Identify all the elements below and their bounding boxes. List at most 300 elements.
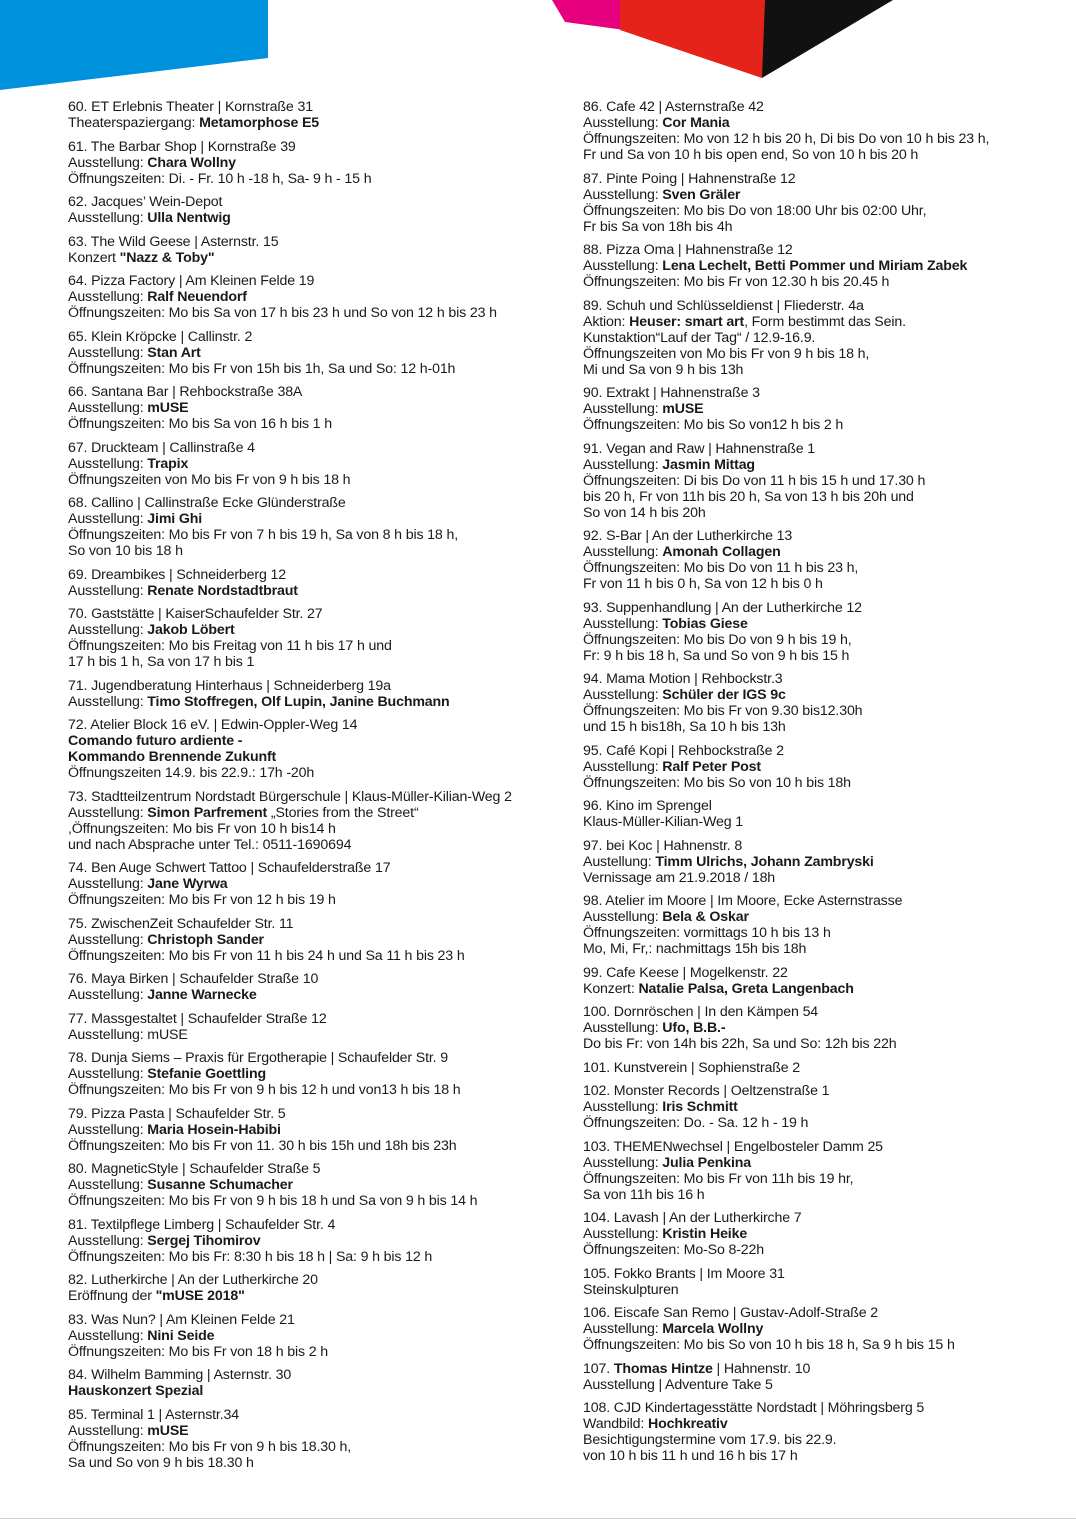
venue-detail-line [583,775,1053,791]
venue-detail-line [583,1416,1053,1432]
entry-text: Öffnungszeiten: Mo bis Do von 9 h bis 19 h, [583,631,852,648]
highlight-text: Ralf Neuendorf [147,289,247,305]
highlight-text: Marcela Wollny [662,1321,764,1337]
entry-text: Öffnungszeiten: Mo bis Fr von 15h bis 1h, Sa und So: 12 h-01h [68,360,456,377]
entry-text: Ausstellung: [583,615,663,632]
pink-shape [552,0,625,30]
venue-detail-line [68,527,538,543]
entry-text: 61. The Barbar Shop | Kornstraße 39 [68,138,296,155]
venue-entry [68,495,538,559]
entry-text: ,Öffnungszeiten: Mo bis Fr von 10 h bis14 h [68,820,336,837]
entry-text: 99. Cafe Keese | Mogelkenstr. 22 [583,964,788,981]
entry-text: Öffnungszeiten von Mo bis Fr von 9 h bis 18 h [68,471,351,488]
venue-title-line [583,1361,1053,1377]
highlight-text: Stan Art [147,344,201,361]
venue-entry [583,171,1053,235]
venue-title-line [583,99,1053,115]
highlight-text: Jane Wyrwa [147,876,228,892]
entry-text: 73. Stadtteilzentrum Nordstadt Bürgerschule | Klaus-Müller-Kilian-Weg 2 [68,788,512,805]
venue-title-line [68,440,538,456]
entry-text: Sa von 11h bis 16 h [583,1186,705,1203]
entry-text: 66. Santana Bar | Rehbockstraße 38A [68,384,303,400]
venue-detail-line [68,948,538,964]
venue-title-line [583,1060,1053,1076]
entry-text: 95. Café Kopi | Rehbockstraße 2 [583,742,784,759]
venue-detail-line [583,274,1053,290]
entry-text: Theaterspaziergang: [68,115,200,131]
highlight-text: Jimi Ghi [147,511,203,527]
venue-entry [583,99,1053,163]
venue-detail-line [583,147,1053,163]
venue-entry [68,567,538,599]
entry-text: 87. Pinte Poing | Hahnenstraße 12 [583,170,796,187]
venue-detail-line [583,1321,1053,1337]
highlight-text: Tobias Giese [662,615,748,632]
highlight-text: Kommando Brennende Zukunft [68,749,277,765]
highlight-text: Sergej Tihomirov [147,1232,261,1249]
blue-shape [0,0,268,90]
venue-detail-line [583,1155,1053,1171]
entry-text: 60. ET Erlebnis Theater | Kornstraße 31 [68,99,313,115]
venue-detail-line [68,1027,538,1043]
venue-title-line [68,678,538,694]
entry-text: 88. Pizza Oma | Hahnenstraße 12 [583,242,793,258]
venue-detail-line [583,330,1053,346]
venue-detail-line [583,258,1053,274]
entry-text: 108. CJD Kindertagesstätte Nordstadt | Möhringsberg 5 [583,1400,925,1416]
entry-text: Konzert [68,249,120,266]
entry-text: , Form bestimmt das Sein. [744,313,906,330]
venue-title-line [583,893,1053,909]
venue-detail-line [68,622,538,638]
highlight-text: Kristin Heike [662,1226,748,1242]
entry-text: 78. Dunja Siems – Praxis für Ergotherapie | Schaufelder Str. 9 [68,1050,449,1066]
highlight-text: Christoph Sander [147,931,264,948]
entry-text: 85. Terminal 1 | Asternstr.34 [68,1406,239,1423]
bottom-divider [0,1518,1076,1519]
venue-title-line [68,1106,538,1122]
entry-text: 76. Maya Birken | Schaufelder Straße 10 [68,971,319,987]
venue-detail-line [68,155,538,171]
entry-text: Steinskulpturen [583,1281,679,1298]
entry-text: Öffnungszeiten von Mo bis Fr von 9 h bis 18 h, [583,345,870,362]
venue-detail-line [583,401,1053,417]
venue-entry [583,798,1053,830]
entry-text: Öffnungszeiten: Mo bis So von 10 h bis 18 h, Sa 9 h bis 15 h [583,1337,955,1353]
venue-entry [68,971,538,1003]
highlight-text: Thomas Hintze [613,1360,713,1377]
entry-text: Öffnungszeiten: Mo bis Fr von 18 h bis 2 h [68,1343,328,1360]
entry-text: Vernissage am 21.9.2018 / 18h [583,869,776,886]
venue-detail-line [68,171,538,187]
venue-entry [68,916,538,964]
venue-title-line [583,528,1053,544]
venue-detail-line [68,1288,538,1304]
entry-text: 74. Ben Auge Schwert Tattoo | Schaufelderstraße 17 [68,860,391,876]
entry-text: Ausstellung: [68,1177,148,1193]
venue-title-line [583,671,1053,687]
venue-detail-line [68,511,538,527]
venue-entry [583,1361,1053,1393]
entry-text: 91. Vegan and Raw | Hahnenstraße 1 [583,440,816,457]
venue-detail-line [583,941,1053,957]
red-shape [620,0,775,78]
entry-text: Öffnungszeiten: Mo bis Fr von 9 h bis 18 h und Sa von 9 h bis 14 h [68,1193,478,1209]
entry-text: Ausstellung: [583,1099,663,1115]
venue-entry [583,1305,1053,1353]
entry-text: Ausstellung: [68,344,148,361]
entry-text: Öffnungszeiten: vormittags 10 h bis 13 h [583,925,831,941]
entry-text: Wandbild: [583,1416,649,1432]
entry-text: Sa und So von 9 h bis 18.30 h [68,1454,254,1471]
venue-title-line [68,495,538,511]
venue-detail-line [583,560,1053,576]
venue-title-line [68,1050,538,1066]
venue-detail-line [68,1439,538,1455]
venue-detail-line [68,749,538,765]
venue-title-line [583,1004,1053,1020]
entry-text: Öffnungszeiten: Do. - Sa. 12 h - 19 h [583,1115,809,1131]
entry-text: Öffnungszeiten: Mo bis Fr von 12 h bis 19 h [68,892,336,908]
entry-text: Fr von 11 h bis 0 h, Sa von 12 h bis 0 h [583,576,823,592]
venue-title-line [68,273,538,289]
entry-text: Öffnungszeiten: Mo bis Freitag von 11 h bis 17 h und [68,638,392,654]
black-shape [762,0,893,78]
entry-text: 70. Gaststätte | KaiserSchaufelder Str. 27 [68,606,323,622]
entry-text: 83. Was Nun? | Am Kleinen Felde 21 [68,1311,295,1328]
entry-text: Ausstellung: [583,1321,663,1337]
entry-text: Ausstellung: [68,511,148,527]
venue-detail-line [583,115,1053,131]
highlight-text: Chara Wollny [147,154,236,171]
entry-text: Ausstellung: [583,1020,663,1036]
venue-title-line [583,298,1053,314]
venue-detail-line [68,1138,538,1154]
entry-text: Öffnungszeiten: Mo bis Fr von 11. 30 h bis 15h und 18h bis 23h [68,1137,457,1154]
highlight-text: Cor Mania [662,115,730,131]
entry-text: 65. Klein Kröpcke | Callinstr. 2 [68,328,253,345]
venue-detail-line [68,345,538,361]
venue-detail-line [68,765,538,781]
entry-text: Öffnungszeiten: Mo bis Fr von 9.30 bis12.30h [583,703,863,719]
venue-title-line [68,234,538,250]
venue-title-line [583,385,1053,401]
venue-title-line [583,1210,1053,1226]
venue-detail-line [583,925,1053,941]
right-column [583,99,1053,1472]
entry-text: Ausstellung: [68,987,148,1003]
entry-text: 84. Wilhelm Bamming | Asternstr. 30 [68,1367,292,1383]
venue-detail-line [68,821,538,837]
entry-text: Öffnungszeiten: Di bis Do von 11 h bis 15 h und 17.30 h [583,472,926,489]
venue-title-line [583,1083,1053,1099]
entry-text: Ausstellung: [68,1232,148,1249]
venue-entry [583,385,1053,433]
venue-detail-line [583,814,1053,830]
venue-title-line [68,1407,538,1423]
venue-entry [583,1210,1053,1258]
highlight-text: Natalie Palsa, Greta Langenbach [638,980,854,997]
venue-detail-line [68,805,538,821]
venue-entry [68,1161,538,1209]
venue-entry [583,600,1053,664]
venue-entry [68,606,538,670]
venue-detail-line [68,932,538,948]
entry-text: 64. Pizza Factory | Am Kleinen Felde 19 [68,273,315,289]
entry-text: 81. Textilpflege Limberg | Schaufelder Str. 4 [68,1216,336,1233]
venue-entry [68,99,538,131]
highlight-text: "Nazz & Toby" [119,249,215,266]
highlight-text: Simon Parfrement [147,804,268,821]
entry-text: 101. Kunstverein | Sophienstraße 2 [583,1059,801,1076]
venue-entry [68,329,538,377]
entry-text: 105. Fokko Brants | Im Moore 31 [583,1265,785,1282]
entry-text: 103. THEMENwechsel | Engelbosteler Damm 25 [583,1138,883,1155]
highlight-text: Maria Hosein-Habibi [147,1121,281,1138]
entry-text: 97. bei Koc | Hahnenstr. 8 [583,837,743,854]
entry-text: Ausstellung: [68,931,148,948]
venue-detail-line [68,876,538,892]
entry-text: Öffnungszeiten: Mo bis Sa von 16 h bis 1 h [68,416,332,432]
entry-text: 104. Lavash | An der Lutherkirche 7 [583,1210,802,1226]
entry-text: Ausstellung: [68,876,148,892]
venue-detail-line [583,1432,1053,1448]
venue-detail-line [68,1233,538,1249]
venue-title-line [68,1367,538,1383]
venue-title-line [583,1266,1053,1282]
venue-entry [583,743,1053,791]
venue-detail-line [68,1122,538,1138]
venue-title-line [583,171,1053,187]
entry-text: Eröffnung der [68,1288,156,1304]
entry-text: von 10 h bis 11 h und 16 h bis 17 h [583,1448,798,1464]
venue-title-line [68,139,538,155]
entry-text: Öffnungszeiten: Mo bis Fr von 11 h bis 24 h und Sa 11 h bis 23 h [68,947,465,964]
venue-detail-line [68,456,538,472]
venue-detail-line [583,632,1053,648]
venue-detail-line [68,1328,538,1344]
entry-text: 106. Eiscafe San Remo | Gustav-Adolf-Straße 2 [583,1305,879,1321]
venue-entry [68,1272,538,1304]
venue-detail-line [583,616,1053,632]
entry-text: Öffnungszeiten: Mo bis Fr von 9 h bis 18.30 h, [68,1438,352,1455]
venue-detail-line [68,543,538,559]
venue-detail-line [583,1242,1053,1258]
venue-title-line [68,1217,538,1233]
venue-detail-line [583,203,1053,219]
venue-detail-line [68,1423,538,1439]
venue-detail-line [583,131,1053,147]
highlight-text: Hauskonzert Spezial [68,1383,204,1399]
venue-title-line [68,194,538,210]
venue-detail-line [68,583,538,599]
highlight-text: Hochkreativ [648,1416,728,1432]
venue-entry [68,678,538,710]
entry-text: 67. Druckteam | Callinstraße 4 [68,439,255,456]
highlight-text: Schüler der IGS 9c [662,687,786,703]
venue-detail-line [583,505,1053,521]
venue-title-line [68,717,538,733]
highlight-text: Timm Ulrichs, Johann Zambryski [655,853,874,870]
venue-title-line [68,384,538,400]
venue-title-line [583,838,1053,854]
header-decoration [0,0,1076,90]
highlight-text: Iris Schmitt [662,1099,738,1115]
entry-text: 68. Callino | Callinstraße Ecke Glünderstraße [68,495,346,511]
highlight-text: mUSE [662,401,704,417]
venue-detail-line [583,417,1053,433]
entry-text: Öffnungszeiten: Mo bis Sa von 17 h bis 23 h und So von 12 h bis 23 h [68,305,497,321]
entry-text: Kunstaktion“Lauf der Tag“ / 12.9-16.9. [583,329,816,346]
entry-text: bis 20 h, Fr von 11h bis 20 h, Sa von 13 h bis 20h und [583,488,914,505]
venue-detail-line [68,1066,538,1082]
venue-detail-line [68,1344,538,1360]
entry-text: Öffnungszeiten: Mo bis Fr von 7 h bis 19 h, Sa von 8 h bis 18 h, [68,527,458,543]
entry-text: 92. S-Bar | An der Lutherkirche 13 [583,528,793,544]
venue-detail-line [68,416,538,432]
highlight-text: Julia Penkina [662,1154,752,1171]
venue-title-line [583,1400,1053,1416]
venue-entry [583,1400,1053,1464]
entry-text: Ausstellung: [68,289,148,305]
highlight-text: Jakob Löbert [147,622,235,638]
venue-title-line [583,1305,1053,1321]
entry-text: 94. Mama Motion | Rehbockstr.3 [583,671,783,687]
entry-text: Öffnungszeiten 14.9. bis 22.9.: 17h -20h [68,765,315,781]
venue-detail-line [68,210,538,226]
entry-text: Öffnungszeiten: Mo bis Fr von 11h bis 19 hr, [583,1170,854,1187]
venue-detail-line [68,400,538,416]
highlight-text: Ralf Peter Post [662,758,761,775]
venue-detail-line [68,1249,538,1265]
venue-entry [583,1004,1053,1052]
highlight-text: Sven Gräler [662,186,741,203]
entry-text: 71. Jugendberatung Hinterhaus | Schneiderberg 19a [68,677,391,694]
entry-text: Fr und Sa von 10 h bis open end, So von 10 h bis 20 h [583,147,919,163]
entry-text: 79. Pizza Pasta | Schaufelder Str. 5 [68,1105,286,1122]
highlight-text: Amonah Collagen [662,544,781,560]
venue-entry [68,384,538,432]
venue-title-line [68,916,538,932]
venue-title-line [583,600,1053,616]
entry-text: Mi und Sa von 9 h bis 13h [583,361,744,378]
venue-detail-line [583,1448,1053,1464]
entry-text: Ausstellung: [68,693,148,710]
venue-detail-line [583,187,1053,203]
highlight-text: Lena Lechelt, Betti Pommer und Miriam Zabek [662,258,968,274]
entry-text: Öffnungszeiten: Mo bis So von 10 h bis 18h [583,774,851,791]
entry-text: Ausstellung: [583,401,663,417]
entry-text: Öffnungszeiten: Mo bis Fr: 8:30 h bis 18 h | Sa: 9 h bis 12 h [68,1248,433,1265]
highlight-text: Metamorphose E5 [199,115,320,131]
entry-text: | Hahnenstr. 10 [712,1360,811,1377]
entry-text: 72. Atelier Block 16 eV. | Edwin-Oppler-Weg 14 [68,717,358,733]
venue-detail-line [583,576,1053,592]
entry-text: Ausstellung: [68,1327,148,1344]
venue-title-line [68,99,538,115]
venue-detail-line [68,305,538,321]
entry-text: Ausstellung: [68,582,148,599]
entry-text: Öffnungszeiten: Mo bis So von12 h bis 2 h [583,417,844,433]
entry-text: Ausstellung: [583,258,663,274]
entry-text: 107. [583,1360,614,1377]
venue-detail-line [583,648,1053,664]
entry-text: 75. ZwischenZeit Schaufelder Str. 11 [68,915,294,932]
venue-detail-line [583,1337,1053,1353]
venue-entry [68,717,538,781]
venue-detail-line [68,1455,538,1471]
venue-entry [583,1266,1053,1298]
entry-text: Ausstellung: [583,758,663,775]
venue-entry [583,671,1053,735]
highlight-text: mUSE [147,400,189,416]
venue-entry [68,234,538,266]
entry-text: Öffnungszeiten: Mo bis Do von 18:00 Uhr bis 02:00 Uhr, [583,202,927,219]
entry-text: 63. The Wild Geese | Asternstr. 15 [68,233,279,250]
entry-text: Öffnungszeiten: Di. - Fr. 10 h -18 h, Sa- 9 h - 15 h [68,170,372,187]
venue-entry [583,965,1053,997]
venue-detail-line [68,1177,538,1193]
venue-detail-line [583,314,1053,330]
entry-text: Ausstellung: [68,400,148,416]
highlight-text: Jasmin Mittag [662,456,755,473]
venue-entry [583,1139,1053,1203]
entry-text: Öffnungszeiten: Mo bis Fr von 12.30 h bis 20.45 h [583,274,890,290]
venue-entry [68,1011,538,1043]
entry-text: Mo, Mi, Fr,: nachmittags 15h bis 18h [583,941,807,957]
venue-entry [583,298,1053,378]
highlight-text: mUSE [147,1422,189,1439]
venue-entry [68,1312,538,1360]
entry-text: Ausstellung: [68,622,148,638]
venue-detail-line [583,346,1053,362]
venue-title-line [68,567,538,583]
entry-text: Klaus-Müller-Kilian-Weg 1 [583,814,743,830]
venue-detail-line [68,638,538,654]
entry-text: Ausstellung: [583,909,663,925]
highlight-text: Susanne Schumacher [147,1177,293,1193]
venue-detail-line [68,289,538,305]
venue-detail-line [68,654,538,670]
venue-detail-line [583,1187,1053,1203]
venue-detail-line [583,1020,1053,1036]
venue-title-line [68,971,538,987]
venue-detail-line [583,854,1053,870]
entry-text: „Stories from the Street“ [267,804,419,821]
venue-entry [68,139,538,187]
entry-text: Ausstellung: [583,687,663,703]
entry-text: Ausstellung | Adventure Take 5 [583,1376,773,1393]
highlight-text: Timo Stoffregen, Olf Lupin, Janine Buchmann [147,693,450,710]
venue-detail-line [583,1171,1053,1187]
venue-detail-line [68,987,538,1003]
venue-detail-line [583,1282,1053,1298]
venue-entry [68,273,538,321]
venue-detail-line [583,219,1053,235]
entry-text: Ausstellung: mUSE [68,1026,188,1043]
venue-detail-line [583,981,1053,997]
venue-entry [583,893,1053,957]
entry-text: Ausstellung: [68,455,148,472]
entry-text: Austellung: [583,853,656,870]
entry-text: Konzert: [583,980,639,997]
entry-text: Ausstellung: [583,1226,663,1242]
highlight-text: Heuser: smart art [629,313,745,330]
venue-entry [68,1050,538,1098]
highlight-text: Ufo, B.B.- [662,1020,726,1036]
venue-detail-line [583,457,1053,473]
entry-text: Ausstellung: [583,456,663,473]
